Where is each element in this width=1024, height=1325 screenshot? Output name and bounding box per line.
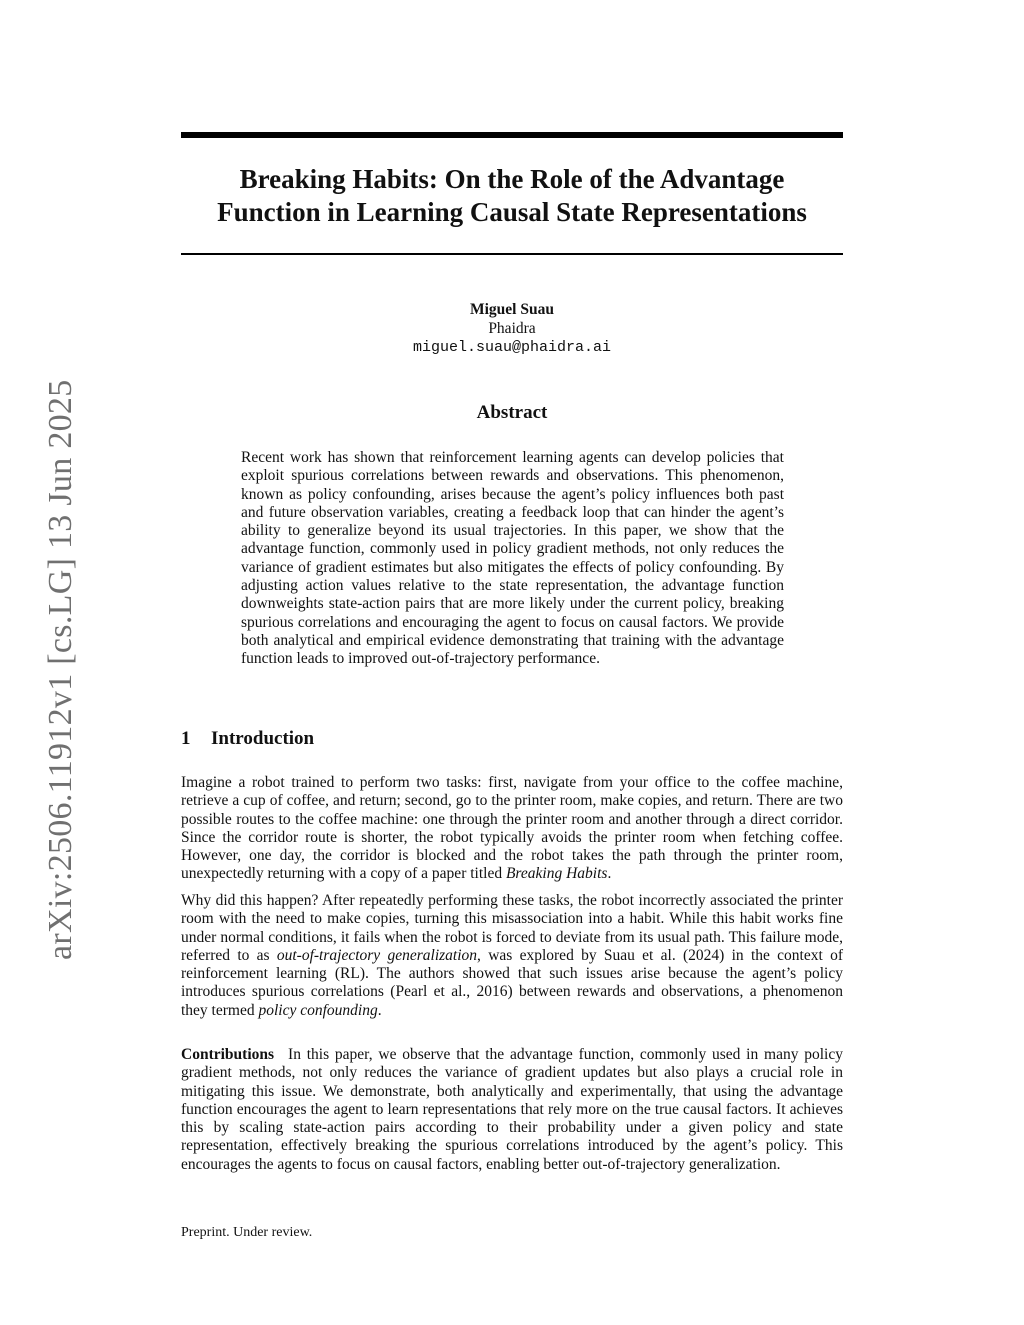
title-top-rule [181, 132, 843, 138]
p2-end: . [377, 1001, 382, 1019]
p2-italic-1: out-of-trajectory generalization [276, 946, 478, 964]
intro-paragraph-2 [181, 892, 843, 1020]
title-line-2: Function in Learning Causal State Representations [217, 197, 807, 227]
paper-title [181, 163, 843, 229]
author-affiliation: Phaidra [488, 320, 536, 337]
contributions-lead: Contributions [181, 1046, 275, 1063]
contributions-paragraph [181, 1046, 843, 1174]
arxiv-stamp: arXiv:2506.11912v1 [cs.LG] 13 Jun 2025 [42, 379, 79, 960]
author-name: Miguel Suau [470, 301, 554, 318]
p1-text: Imagine a robot trained to perform two tasks: first, navigate from your office to the coffee machine, retrieve a cup of coffee, and return; second, go to the printer room, make copies, and return. There are two possible routes to the coffee machine: one through the printer room and another through a direct corridor. Since the corridor route is shorter, the robot typically avoids the printer room when fetching coffee. However, one day, the corridor is blocked and the robot takes the path through the printer room, unexpectedly returning with a copy of a paper titled [181, 774, 843, 883]
page-footer: Preprint. Under review. [181, 1225, 313, 1240]
author-block [181, 300, 843, 357]
p1-italic: Breaking Habits [505, 865, 608, 883]
p2-text-a: Why did this happen? After repeatedly performing these tasks, the robot incorrectly associated the printer room with the need to make copies, turning this misassociation into a habit. While this habit works fine under normal conditions, it fails when the robot is forced to deviate from its usual path. This failure mode, referred to as [181, 892, 843, 964]
p2-italic-2: policy confounding [258, 1001, 378, 1019]
title-bottom-rule [181, 253, 843, 255]
section-heading-introduction [181, 728, 314, 750]
abstract-text: Recent work has shown that reinforcement learning agents can develop policies that exploit spurious correlations between rewards and observations. This phenomenon, known as policy confounding, arises because the agent’s policy influences both past and future observation variables, creating a feedback loop that can hinder the agent’s ability to generalize beyond its usual trajectories. In this paper, we show that the advantage function, commonly used in policy gradient methods, not only reduces the variance of gradient estimates but also mitigates the effects of policy confounding. By adjusting action values relative to the state representation, the advantage function downweights state-action pairs that are more likely under the current policy, breaking spurious correlations and encouraging the agent to focus on causal factors. We provide both analytical and empirical evidence demonstrating that training with the advantage function leads to improved out-of-trajectory performance. [241, 449, 784, 668]
author-email[interactable]: miguel.suau@phaidra.ai [412, 339, 612, 356]
abstract-heading: Abstract [476, 402, 548, 423]
p2-text-b: , was explored by Suau et al. (2024) in the context of reinforcement learning (RL). The authors showed that such issues arise because the agent’s policy introduces spurious correlations (Pearl et al., 2016) between rewards and observations, a phenomenon they termed [181, 946, 843, 1019]
contributions-text: In this paper, we observe that the advantage function, commonly used in many policy gradient methods, not only reduces the variance of gradient updates but also plays a crucial role in mitigating this issue. We demonstrate, both analytically and experimentally, that using the advantage function encourages the agent to learn representations that rely more on the true causal factors. It achieves this by scaling state-action pairs according to their probability under a given policy and state representation, effectively breaking the spurious correlations introduced by the agent’s policy. This encourages the agents to focus on causal factors, enabling better out-of-trajectory generalization. [181, 1046, 843, 1173]
title-line-1: Breaking Habits: On the Role of the Advantage [239, 164, 785, 194]
section-title: Introduction [211, 728, 315, 749]
section-number: 1 [181, 728, 191, 749]
intro-paragraph-1 [181, 774, 843, 884]
p1-end: . [607, 865, 612, 883]
